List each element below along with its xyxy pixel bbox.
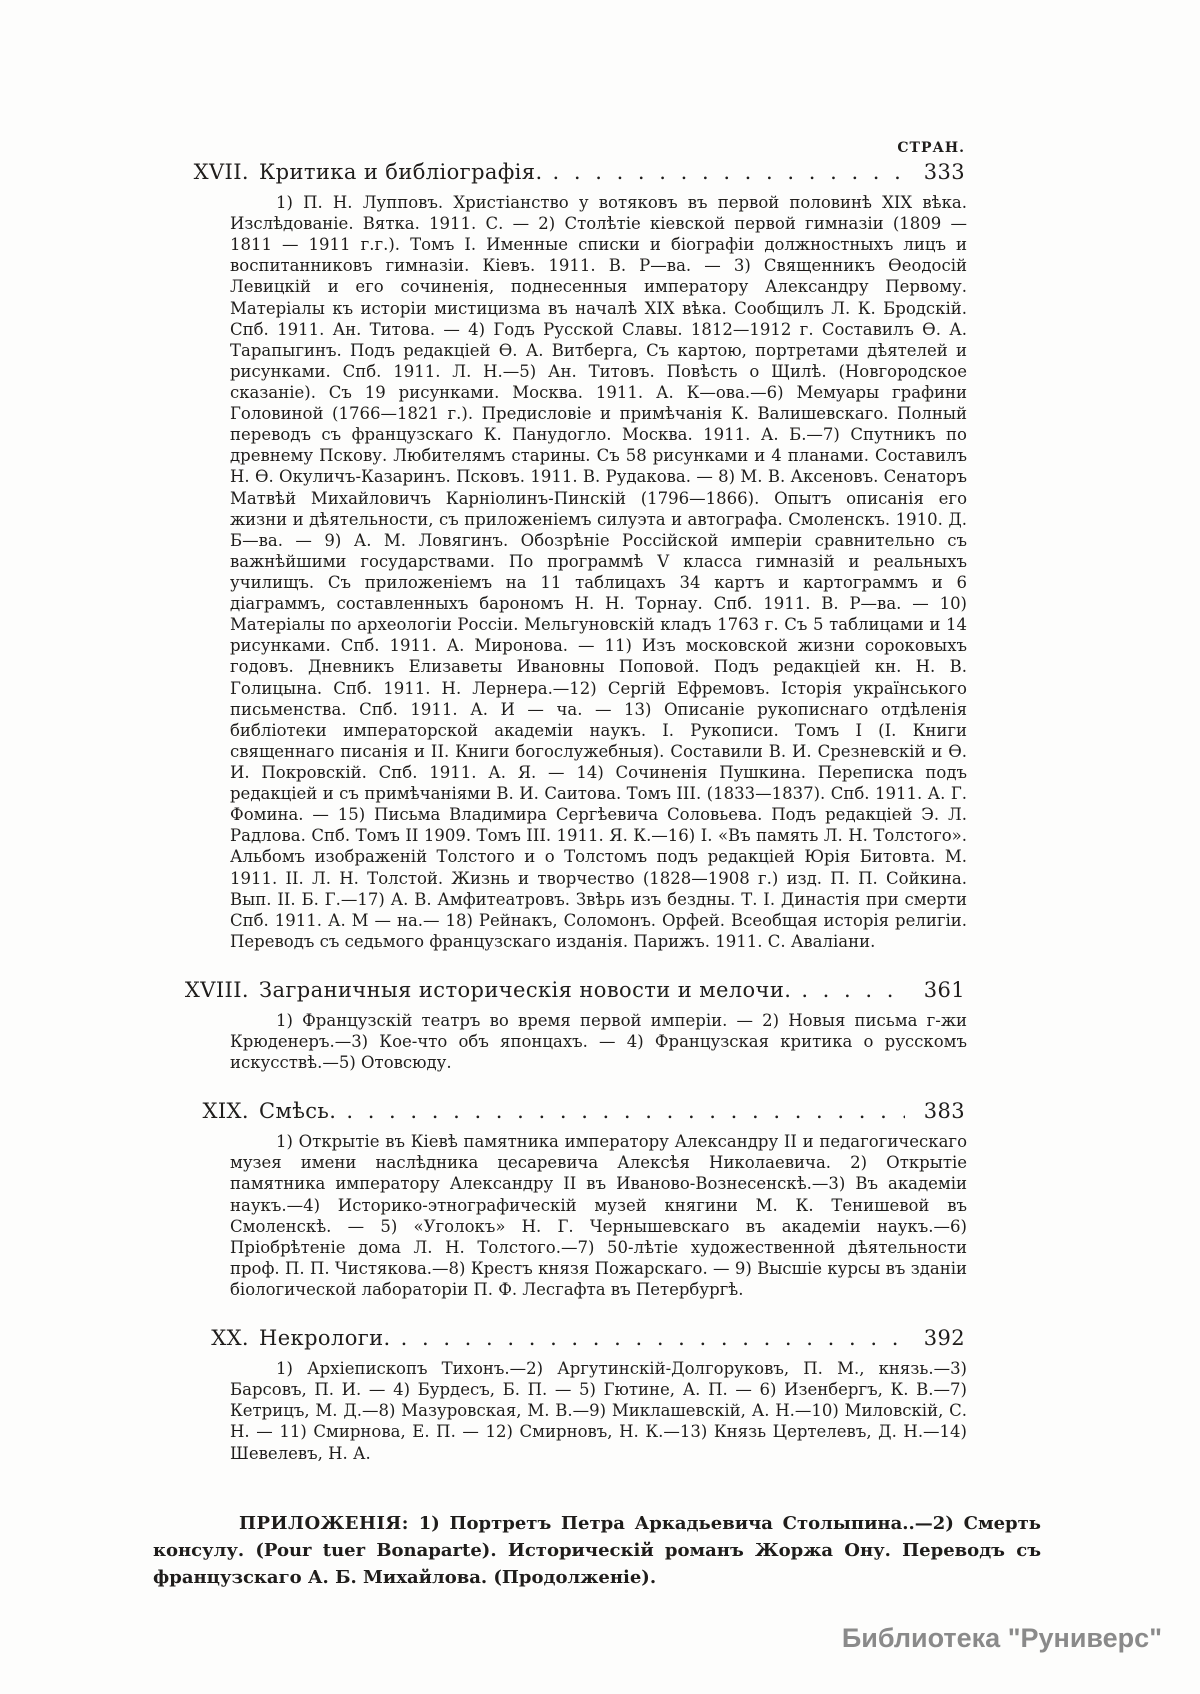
section-numeral: XX. — [211, 1326, 249, 1351]
appendix-paragraph — [153, 1510, 1041, 1591]
toc-section-xviii — [165, 978, 965, 1073]
dot-leader — [801, 978, 905, 1002]
section-annotation: 1) Архіепископъ Тихонъ.—2) Аргутинскій-Долгоруковъ, П. М., князь.—3) Барсовъ, П. И. — 4) Бурдесъ, Б. П. — 5) Гютине, А. П. — 6) Изенбергъ, К. В.—7) Кетрицъ, М. Д.—8) Мазуровская, М. В.—9) Миклашевскій, А. Н.—10) Миловскій, С. Н. — 11) Смирнова, Е. П. — 12) Смирновъ, Н. К.—13) Князь Цертелевъ, Д. Н.—14) Шевелевъ, Н. А. — [230, 1359, 967, 1463]
toc-section-xx — [165, 1326, 965, 1464]
section-heading — [165, 1326, 965, 1350]
section-heading — [165, 1099, 965, 1123]
section-title: Критика и библіографія. — [259, 160, 543, 184]
section-annotation: 1) Французскій театръ во время первой имперіи. — 2) Новыя письма г-жи Крюденеръ.—3) Кое-что объ японцахъ. — 4) Французская критика о русскомъ искусствѣ.—5) Отовсюду. — [230, 1010, 967, 1073]
section-page-number: 361 — [923, 977, 965, 1002]
section-title: Некрологи. — [259, 1326, 391, 1351]
dot-leader — [346, 1099, 905, 1123]
toc-content — [165, 140, 965, 1464]
library-watermark: Библиотека "Руниверс" — [841, 1623, 1162, 1653]
section-heading — [165, 978, 965, 1002]
toc-section-xix — [165, 1099, 965, 1300]
section-title: Заграничныя историческія новости и мелочи. — [259, 977, 792, 1002]
appendix-text: 1) Портретъ Петра Аркадьевича Столыпина..—2) Смерть консулу. (Pour tuer Bonaparte). Историческій романъ Жоржа Ону. Переводъ съ французскаго А. Б. Михайлова. (Продолженіе). — [153, 1512, 1041, 1588]
section-heading — [165, 160, 965, 184]
section-numeral: XVIII. — [184, 977, 249, 1002]
section-annotation: 1) Открытіе въ Кіевѣ памятника императору Александру II и педагогическаго музея имени наслѣдника цесаревича Алексѣя Николаевича. 2) Открытіе памятника императору Александру II въ Иваново-Вознесенскѣ.—3) Въ академіи наукъ.—4) Историко-этнографическій музей княгини М. К. Тенишевой въ Смоленскѣ. — 5) «Уголокъ» Н. Г. Чернышевскаго въ академіи наукъ.—6) Пріобрѣтеніе дома Л. Н. Толстого.—7) 50-лѣтіе художественной дѣятельности проф. П. П. Чистякова.—8) Крестъ князя Пожарскаго. — 9) Высшіе курсы въ зданіи біологической лабораторіи П. Ф. Лесгафта въ Петербургѣ. — [230, 1132, 967, 1300]
column-header-stran: СТРАН. — [897, 140, 965, 156]
dot-leader — [401, 1326, 905, 1350]
section-annotation: 1) П. Н. Лупповъ. Христіанство у вотяковъ въ первой половинѣ XIX вѣка. Изслѣдованіе. Вятка. 1911. С. — 2) Столѣтіе кіевской первой гимназіи (1809 — 1811 — 1911 г.г.). Томъ I. Именные списки и біографіи должностныхъ лицъ и воспитанниковъ гимназіи. Кіевъ. 1911. В. Р—ва. — 3) Священникъ Ѳеодосій Левицкій и его сочиненія, поднесенныя императору Александру Первому. Матеріалы къ исторіи мистицизма въ началѣ XIX вѣка. Сообщилъ Л. К. Бродскій. Спб. 1911. Ан. Титова. — 4) Годъ Русской Славы. 1812—1912 г. Составилъ Ѳ. А. Тарапыгинъ. Подъ редакціей Ѳ. А. Витберга, Съ картою, портретами дѣятелей и рисунками. Спб. 1911. Л. Н.—5) Ан. Титовъ. Повѣсть о Щилѣ. (Новгородское сказаніе). Съ 19 рисунками. Москва. 1911. А. К—ова.—6) Мемуары графини Головиной (1766—1821 г.). Предисловіе и примѣчанія К. Валишевскаго. Полный переводъ съ французскаго К. Панудогло. Москва. 1911. А. Б.—7) Спутникъ по древнему Пскову. Любителямъ старины. Съ 58 рисунками и 4 планами. Составилъ Н. Ѳ. Окуличъ-Казаринъ. Псковъ. 1911. В. Рудакова. — 8) М. В. Аксеновъ. Сенаторъ Матвѣй Михайловичъ Карніолинъ-Пинскій (1796—1866). Опытъ описанія его жизни и дѣятельности, съ приложеніемъ силуэта и автографа. Смоленскъ. 1910. Д. Б—ва. — 9) А. М. Ловягинъ. Обозрѣніе Россійской имперіи сравнительно съ важнѣйшими государствами. По программѣ V класса гимназій и реальныхъ училищъ. Съ приложеніемъ на 11 таблицахъ 34 картъ и картограммъ и 6 діаграммъ, составленныхъ барономъ Н. Н. Торнау. Спб. 1911. В. Р—ва. — 10) Матеріалы по археологіи Россіи. Мельгуновскій кладъ 1763 г. Съ 5 таблицами и 14 рисунками. Спб. 1911. А. Миронова. — 11) Изъ московской жизни сороковыхъ годовъ. Дневникъ Елизаветы Ивановны Поповой. Подъ редакціей кн. Н. В. Голицына. Спб. 1911. Н. Лернера.—12) Сергій Ефремовъ. Історія українського письменства. Спб. 1911. А. И — ча. — 13) Описаніе рукописнаго отдѣленія библіотеки императорской академіи наукъ. I. Рукописи. Томъ I (I. Книги священнаго писанія и II. Книги богослужебныя). Составили В. И. Срезневскій и Ѳ. И. Покровскій. Спб. 1911. А. Я. — 14) Сочиненія Пушкина. Переписка подъ редакціей и съ примѣчаніями В. И. Саитова. Томъ III. (1833—1837). Спб. 1911. А. Г. Фомина. — 15) Письма Владимира Сергѣевича Соловьева. Подъ редакціей Э. Л. Радлова. Спб. Томъ II 1909. Томъ III. 1911. Я. К.—16) I. «Въ память Л. Н. Толстого». Альбомъ изображеній Толстого и о Толстомъ подъ редакціей Юрія Битовта. М. 1911. II. Л. Н. Толстой. Жизнь и творчество (1828—1908 г.) изд. П. П. Сойкина. Вып. II. Б. Г.—17) А. В. Амфитеатровъ. Звѣрь изъ бездны. Т. I. Династія при смерти Спб. 1911. А. М — на.— 18) Рейнакъ, Соломонъ. Орфей. Всеобщая исторія религіи. Переводъ съ седьмого французскаго изданія. Парижъ. 1911. С. Аваліани. — [230, 193, 967, 951]
section-page-number: 383 — [923, 1099, 965, 1124]
section-numeral: XIX. — [202, 1099, 249, 1124]
dot-leader — [553, 160, 905, 184]
toc-section-xvii — [165, 160, 965, 952]
section-numeral: XVII. — [193, 160, 249, 184]
section-page-number: 333 — [923, 160, 965, 184]
appendix-label: ПРИЛОЖЕНІЯ: — [239, 1512, 409, 1534]
section-title: Смѣсь. — [259, 1099, 337, 1124]
section-page-number: 392 — [923, 1326, 965, 1351]
